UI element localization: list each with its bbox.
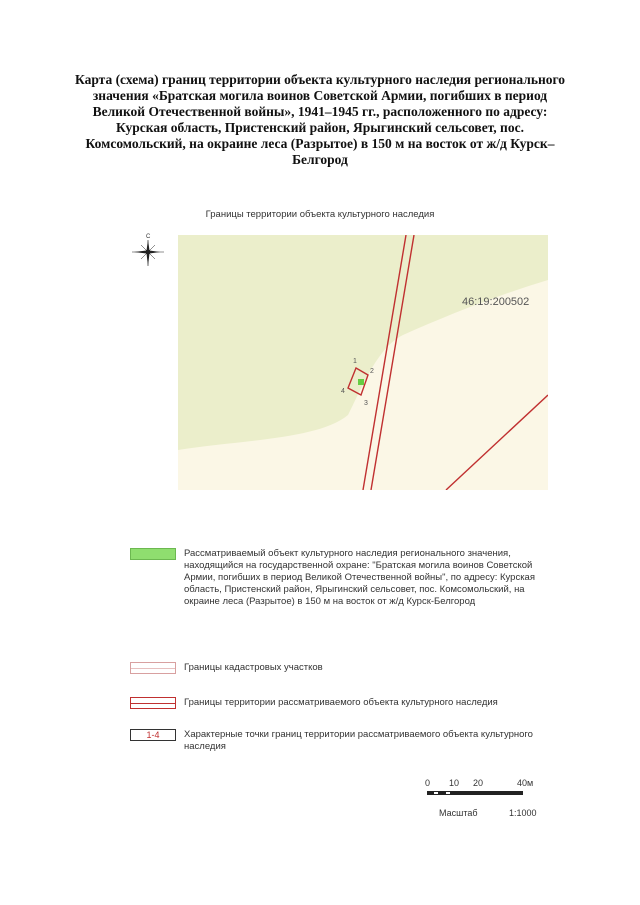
point-label-3: 3 bbox=[364, 400, 368, 407]
object-marker bbox=[358, 379, 364, 385]
scale-segment-5 bbox=[451, 791, 475, 795]
point-label-4: 4 bbox=[341, 388, 345, 395]
legend-boundary-swatch bbox=[130, 697, 176, 709]
scale-ratio: 1:1000 bbox=[509, 808, 537, 818]
scale-label: Масштаб bbox=[439, 808, 478, 818]
north-label: С bbox=[146, 234, 151, 240]
legend-points-text: Характерные точки границ территории рассматриваемого объекта культурного наследия bbox=[184, 729, 533, 752]
scale-tick-10: 10 bbox=[449, 778, 460, 788]
legend-cadastral-text: Границы кадастровых участков bbox=[184, 662, 323, 673]
point-label-2: 2 bbox=[370, 368, 374, 375]
legend-object-text: Рассматриваемый объект культурного наследия регионального значения, находящийся на государственной охране: "Братская могила воинов Советской Армии, погибших в период Великой Отечественной войны", по адресу: Курская область, Пристенский район, Ярыгинский сельсовет, пос. Комсомольский, на окраине леса (Разрытое) в 150 м на восток от ж/д Курск-Белгород bbox=[184, 548, 535, 607]
cadastral-map bbox=[178, 235, 548, 490]
north-arrow-icon bbox=[128, 232, 168, 272]
legend-cadastral-swatch bbox=[130, 662, 176, 674]
scale-tick-20: 20 bbox=[473, 778, 484, 788]
map-caption: Границы территории объекта культурного наследия bbox=[205, 209, 435, 220]
scale-tick-40: 40м bbox=[517, 778, 534, 788]
cadastral-number: 46:19:200502 bbox=[462, 296, 530, 308]
point-label-1: 1 bbox=[353, 358, 357, 365]
scale-tick-0: 0 bbox=[425, 778, 431, 788]
legend-object-swatch bbox=[130, 548, 176, 560]
scale-bar bbox=[425, 778, 555, 828]
map-title: Карта (схема) границ территории объекта культурного наследия регионального значения «Братская могила воинов Советской Армии, погибших в период Великой Отечественной войны», 1941–1945 гг., расположенного по адресу: Курская область, Пристенский район, Ярыгинский сельсовет, пос. Комсомольский, на окраине леса (Разрытое) в 150 м на восток от ж/д Курск–Белгород bbox=[74, 72, 566, 167]
legend-points-swatch: 1-4 bbox=[130, 729, 176, 741]
scale-segment-6 bbox=[475, 791, 523, 795]
legend-boundary-text: Границы территории рассматриваемого объекта культурного наследия bbox=[184, 697, 498, 708]
